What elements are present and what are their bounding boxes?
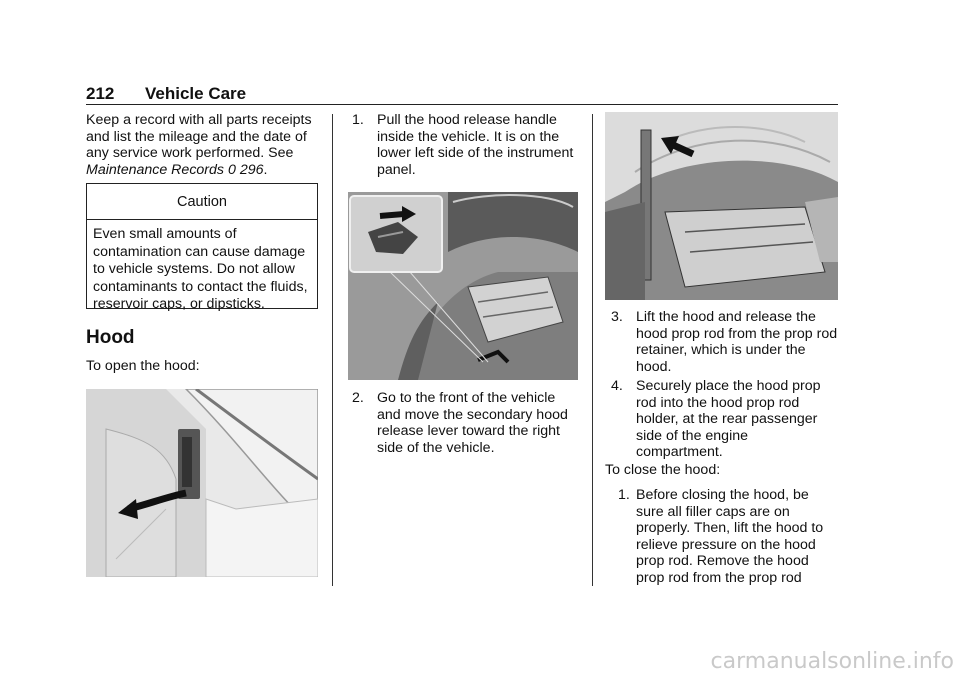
step-2-text: Go to the front of the vehicle and move the secondary hood release lever toward the right side of the vehicle. <box>377 390 568 456</box>
column-divider-left <box>332 114 333 586</box>
step-4 <box>611 378 838 468</box>
page-title: Vehicle Care <box>145 84 247 103</box>
step-3-number: 3. <box>611 309 623 325</box>
step-1 <box>352 112 580 182</box>
step-3-text: Lift the hood and release the hood prop rod from the prop rod retainer, which is under the hood. <box>636 309 838 375</box>
step-4-text: Securely place the hood prop rod into the hood prop rod holder, at the rear passenger side of the engine compartment. <box>636 378 821 460</box>
column-divider-right <box>592 114 593 586</box>
close-step-1-number: 1. <box>618 487 630 503</box>
step-2-number: 2. <box>352 390 364 406</box>
hood-release-handle-illustration <box>86 389 318 577</box>
caution-divider <box>87 219 317 220</box>
page-ref-number[interactable]: 296 <box>239 161 264 178</box>
intro-text: Keep a record with all parts receipts and list the mileage and the date of any service work performed. See <box>86 112 312 161</box>
watermark: carmanualsonline.info <box>710 649 954 674</box>
step-2 <box>352 390 580 460</box>
close-hood-intro: To close the hood: <box>605 462 721 478</box>
section-title-hood: Hood <box>86 327 135 348</box>
step-4-number: 4. <box>611 378 623 394</box>
close-step-1-text: Before closing the hood, be sure all filler caps are on properly. Then, lift the hood to relieve pressure on the hood prop rod. Remove the hood prop rod from the prop rod <box>636 487 824 586</box>
caution-body: Even small amounts of contamination can cause damage to vehicle systems. Do not allow contaminants to contact the fluids, reservoir caps, or dipsticks. <box>93 226 308 312</box>
page-header <box>86 84 838 104</box>
caution-title: Caution <box>177 194 227 210</box>
maintenance-records-link[interactable]: Maintenance Records <box>86 161 225 178</box>
open-hood-intro: To open the hood: <box>86 358 200 374</box>
hood-prop-rod-illustration <box>605 112 838 300</box>
page-number: 212 <box>86 84 115 103</box>
close-step-1 <box>618 487 838 587</box>
secondary-hood-release-illustration <box>348 192 578 380</box>
step-1-number: 1. <box>352 112 364 128</box>
caution-box <box>86 183 318 312</box>
header-divider <box>86 104 838 105</box>
step-1-text: Pull the hood release handle inside the vehicle. It is on the lower left side of the instrument panel. <box>377 112 574 178</box>
page-ref-symbol: 0 <box>227 161 236 178</box>
intro-paragraph: Keep a record with all parts receipts and list the mileage and the date of any service work performed. See Maintenance Records 0 296. <box>86 112 312 178</box>
step-3 <box>611 309 838 379</box>
